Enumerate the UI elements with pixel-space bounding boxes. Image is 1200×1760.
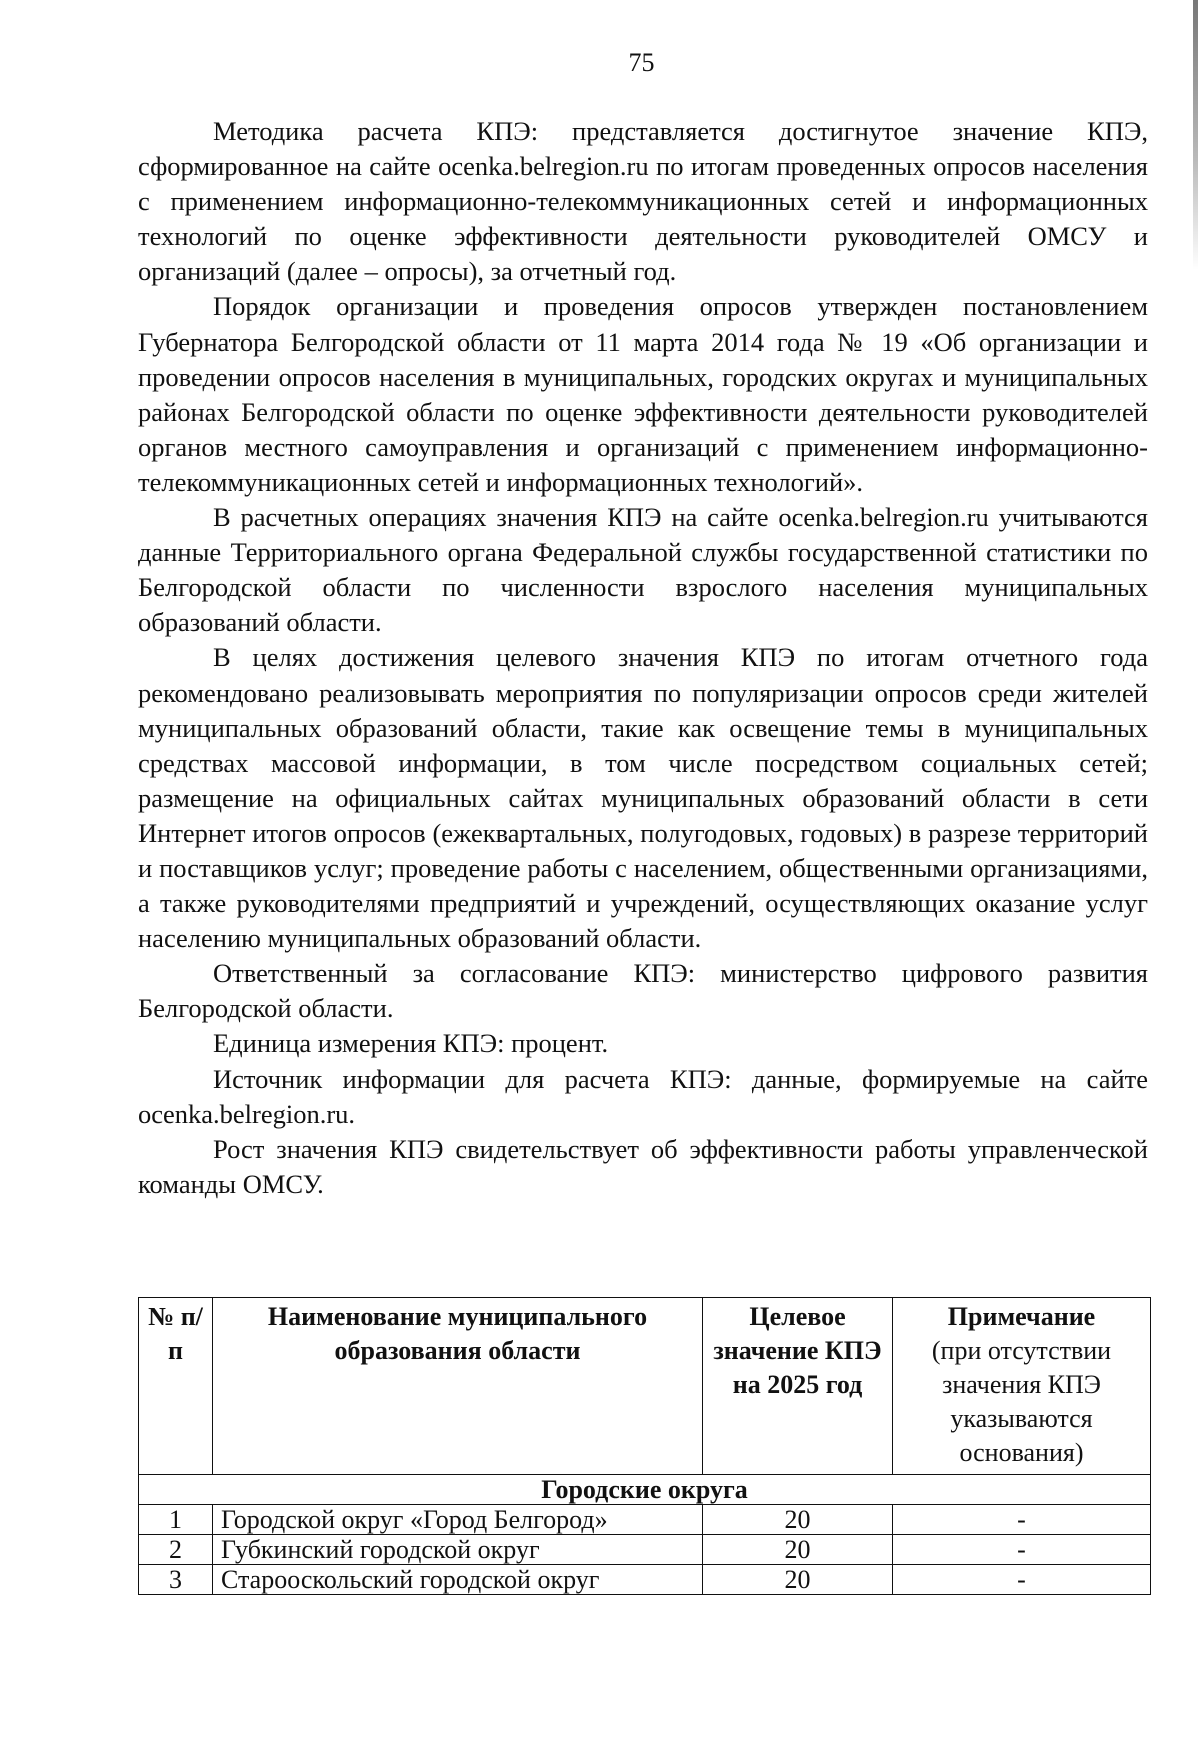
page-number: 75 (628, 48, 655, 77)
header-target-value: Целевое значение КПЭ на 2025 год (703, 1298, 893, 1475)
body-text (138, 114, 1148, 1202)
row-target: 20 (703, 1565, 893, 1595)
header-note-subtitle: (при отсутствии значения КПЭ указываются основания) (931, 1336, 1112, 1467)
row-name: Губкинский городской округ (213, 1535, 703, 1565)
row-number: 2 (139, 1535, 213, 1565)
table-row (139, 1565, 1151, 1595)
table-row (139, 1535, 1151, 1565)
paragraph-growth: Рост значения КПЭ свидетельствует об эффективности работы управленческой команды ОМСУ. (138, 1133, 1148, 1199)
header-number: № п/п (139, 1298, 213, 1475)
row-note: - (893, 1505, 1151, 1535)
row-name: Старооскольский городской округ (213, 1565, 703, 1595)
row-target: 20 (703, 1505, 893, 1535)
row-number: 1 (139, 1505, 213, 1535)
table-row (139, 1505, 1151, 1535)
header-note-title: Примечание (947, 1302, 1096, 1331)
header-note (893, 1298, 1151, 1475)
paragraph-procedure: Порядок организации и проведения опросов утвержден постановлением Губернатора Белгородской области от 11 марта 2014 года № 19 «Об организации и проведении опросов населения в муниципальных, городских округах и муниципальных районах Белгородской области по оценке эффективности деятельности руководителей органов местного самоуправления и организаций с применением информационно-телекоммуникационных сетей и информационных технологий». (138, 291, 1148, 497)
group-title: Городские округа (139, 1475, 1151, 1505)
paragraph-source: Источник информации для расчета КПЭ: данные, формируемые на сайте ocenka.belregion.ru. (138, 1063, 1148, 1129)
paragraph-recommendations: В целях достижения целевого значения КПЭ по итогам отчетного года рекомендовано реализовывать мероприятия по популяризации опросов среди жителей муниципальных образований области, такие как освещение темы в муниципальных средствах массовой информации, в том числе посредством социальных сетей; размещение на официальных сайтах муниципальных образований области в сети Интернет итогов опросов (ежеквартальных, полугодовых, годовых) в разрезе территорий и поставщиков услуг; проведение работы с населением, общественными организациями, а также руководителями предприятий и учреждений, осуществляющих оказание услуг населению муниципальных образований области. (138, 642, 1148, 954)
paragraph-methodology: Методика расчета КПЭ: представляется достигнутое значение КПЭ, сформированное на сайте ocenka.belregion.ru по итогам проведенных опросов населения с применением информационно-телекоммуникационных сетей и информационных технологий по оценке эффективности деятельности руководителей ОМСУ и организаций (далее – опросы), за отчетный год. (138, 116, 1148, 287)
row-name: Городской округ «Город Белгород» (213, 1505, 703, 1535)
header-municipality-name: Наименование муниципального образования области (213, 1298, 703, 1475)
kpi-table (138, 1297, 1151, 1595)
row-note: - (893, 1535, 1151, 1565)
paragraph-calculation: В расчетных операциях значения КПЭ на сайте ocenka.belregion.ru учитываются данные Территориального органа Федеральной службы государственной статистики по Белгородской области по численности взрослого населения муниципальных образований области. (138, 502, 1148, 638)
kpi-table-container (138, 1297, 1150, 1595)
paragraph-responsible: Ответственный за согласование КПЭ: министерство цифрового развития Белгородской области. (138, 958, 1148, 1024)
scan-edge-shadow (1193, 0, 1198, 270)
row-note: - (893, 1565, 1151, 1595)
table-header-row (139, 1298, 1151, 1475)
paragraph-unit: Единица измерения КПЭ: процент. (213, 1028, 609, 1059)
table-group-row (139, 1475, 1151, 1505)
row-number: 3 (139, 1565, 213, 1595)
row-target: 20 (703, 1535, 893, 1565)
